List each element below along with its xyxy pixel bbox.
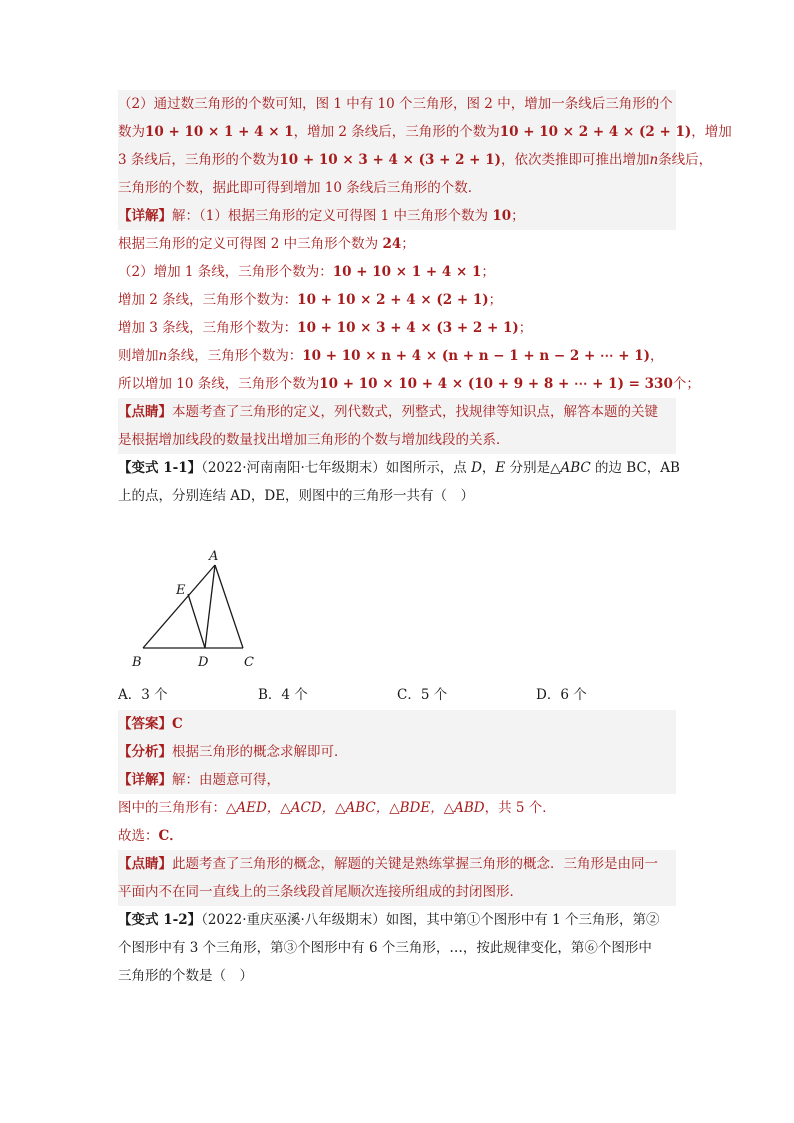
label-c: C xyxy=(244,655,254,670)
question-tag: 【变式 1-1】 xyxy=(118,460,202,476)
previous-analysis-block xyxy=(118,90,732,202)
choose-line: 故选：C． xyxy=(118,828,183,844)
label-b: B xyxy=(132,655,142,670)
question-1-1 xyxy=(118,454,680,710)
triangle-figure xyxy=(118,510,676,680)
detail-line: 【详解】解：由题意可得， xyxy=(118,766,676,794)
analysis-line-2: 数为10 + 10 × 1 + 4 × 1，增加 2 条线后，三角形的个数为10 + 10 × 2 + 4 × (2 + 1)，增加 xyxy=(118,124,732,140)
analysis-line: 【分析】根据三角形的概念求解即可． xyxy=(118,738,676,766)
segment-ad xyxy=(205,565,215,648)
detail-line-5: 增加 3 条线，三角形个数为：10 + 10 × 3 + 4 × (3 + 2 + 1)； xyxy=(118,320,533,336)
formula: 10 + 10 × 3 + 4 × (3 + 2 + 1) xyxy=(279,152,501,168)
option-c[interactable]: C．5 个 xyxy=(397,687,448,703)
formula: 10 + 10 × n + 4 × (n + n − 1 + n − 2 + ⋯ + 1) xyxy=(302,348,650,364)
analysis-tag: 【分析】 xyxy=(118,744,172,760)
option-d[interactable]: D．6 个 xyxy=(536,687,587,703)
previous-detail-block xyxy=(118,202,700,398)
remark-line-2: 是根据增加线段的数量找出增加三角形的个数与增加线段的关系． xyxy=(118,432,510,448)
question-line-3: 三角形的个数是（ ） xyxy=(118,968,253,984)
detail-line-4: 增加 2 条线，三角形个数为：10 + 10 × 2 + 4 × (2 + 1)； xyxy=(118,292,503,308)
formula: 10 + 10 × 1 + 4 × 1 xyxy=(332,264,482,280)
detail-line-3: （2）增加 1 条线，三角形个数为：10 + 10 × 1 + 4 × 1； xyxy=(118,264,495,280)
triangle-diagram xyxy=(118,510,298,680)
option-b[interactable]: B．4 个 xyxy=(258,687,308,703)
question-line-2: 个图形中有 3 个三角形，第③个图形中有 6 个三角形，…，按此规律变化，第⑥个图形中 xyxy=(118,940,652,956)
answer-value: C xyxy=(172,716,183,732)
remark-line-1: 【点睛】本题考查了三角形的定义，列代数式，列整式，找规律等知识点，解答本题的关键 xyxy=(118,404,658,420)
formula: 10 + 10 × 1 + 4 × 1 xyxy=(145,124,294,140)
detail-tag: 【详解】 xyxy=(118,208,172,224)
formula: 10 + 10 × 2 + 4 × (2 + 1) xyxy=(499,124,692,140)
answer-tag: 【答案】 xyxy=(118,716,172,732)
remark-tag: 【点睛】 xyxy=(118,856,172,872)
formula: 10 + 10 × 10 + 4 × (10 + 9 + 8 + ⋯ + 1) = 330 xyxy=(319,376,673,392)
answer-line xyxy=(118,710,676,738)
question-1-1-solution xyxy=(118,710,676,906)
question-source: （2022·河南南阳·七年级期末） xyxy=(201,460,386,476)
solution-remark-line-2: 平面内不在同一直线上的三条线段首尾顺次连接所组成的封闭图形． xyxy=(118,884,523,900)
triangle-list-line: 图中的三角形有：△AED，△ACD，△ABC，△BDE，△ABD，共 5 个． xyxy=(118,800,556,816)
detail-line-1: 【详解】解：（1）根据三角形的定义可得图 1 中三角形个数为 10； xyxy=(118,202,676,230)
label-a: A xyxy=(209,549,219,564)
solution-remark-block xyxy=(118,850,676,906)
question-line-2: 上的点，分别连结 AD，DE，则图中的三角形一共有（ ） xyxy=(118,488,475,504)
previous-remark-block xyxy=(118,398,676,454)
options-row xyxy=(118,680,676,710)
question-tag: 【变式 1-2】 xyxy=(118,912,202,928)
detail-tag: 【详解】 xyxy=(118,772,172,788)
document-page xyxy=(118,90,732,990)
label-e: E xyxy=(176,583,186,598)
question-line-1: 【变式 1-2】（2022·重庆巫溪·八年级期末）如图，其中第①个图形中有 1 个三角形，第② xyxy=(118,912,660,928)
solution-remark-line-1: 【点睛】此题考查了三角形的概念，解题的关键是熟练掌握三角形的概念．三角形是由同一 xyxy=(118,856,658,872)
option-a[interactable]: A．3 个 xyxy=(118,687,168,703)
side-ab xyxy=(143,565,215,648)
label-d: D xyxy=(198,655,209,670)
side-ac xyxy=(215,565,243,648)
formula: 10 + 10 × 3 + 4 × (3 + 2 + 1) xyxy=(297,320,519,336)
detail-line-2: 根据三角形的定义可得图 2 中三角形个数为 24； xyxy=(118,236,415,252)
analysis-line-1: （2）通过数三角形的个数可知，图 1 中有 10 个三角形，图 2 中，增加一条线后三角形的个 xyxy=(118,96,673,112)
detail-line-7: 所以增加 10 条线，三角形个数为10 + 10 × 10 + 4 × (10 + 9 + 8 + ⋯ + 1) = 330个； xyxy=(118,376,700,392)
analysis-line-3: 3 条线后，三角形的个数为10 + 10 × 3 + 4 × (3 + 2 + 1)，依次类推即可推出增加n条线后， xyxy=(118,152,713,168)
formula: 10 + 10 × 2 + 4 × (2 + 1) xyxy=(297,292,489,308)
analysis-line-4: 三角形的个数，据此即可得到增加 10 条线后三角形的个数． xyxy=(118,180,482,196)
detail-line-6: 则增加n条线，三角形个数为：10 + 10 × n + 4 × (n + n − 1 + n − 2 + ⋯ + 1)， xyxy=(118,348,664,364)
question-source: （2022·重庆巫溪·八年级期末） xyxy=(201,912,386,928)
remark-tag: 【点睛】 xyxy=(118,404,172,420)
question-1-2 xyxy=(118,906,676,990)
segment-de xyxy=(188,594,205,648)
question-line-1: 【变式 1-1】（2022·河南南阳·七年级期末）如图所示，点 D，E 分别是△ABC 的边 BC，AB xyxy=(118,460,680,476)
